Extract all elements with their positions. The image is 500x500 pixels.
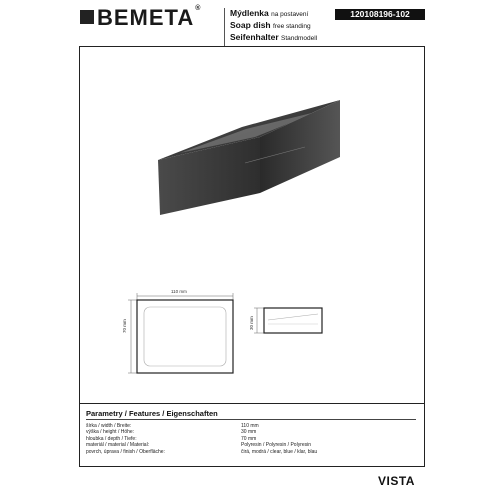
header-divider: [224, 8, 225, 46]
params-table: [86, 423, 317, 455]
param-row: šírka / width / Breite: 110 mm: [86, 423, 259, 429]
brand-logo: BEMETA®: [97, 5, 202, 30]
product-render: [150, 95, 350, 220]
title-cz: Mýdlenka na postavení: [230, 8, 309, 18]
param-row: výška / height / Höhe: 30 mm: [86, 429, 257, 436]
logo-square: [80, 10, 94, 24]
product-front-face: [158, 137, 260, 215]
product-code: 120108196-102: [335, 9, 425, 20]
title-de: Seifenhalter Standmodell: [230, 32, 318, 42]
height-dimension-label: 30 mm: [249, 316, 254, 330]
top-view-drawing: [125, 288, 245, 376]
param-row: materiál / material / Material: Polyresin / Polyresin / Polyresin: [86, 442, 312, 449]
title-en: Soap dish free standing: [230, 20, 311, 30]
series-name: VISTA: [378, 474, 415, 488]
depth-dimension-label: 70 mm: [122, 319, 127, 333]
params-underline: [86, 419, 416, 420]
params-title: Parametry / Features / Eigenschaften: [86, 409, 218, 418]
side-view-drawing: [252, 306, 327, 336]
params-divider: [79, 403, 425, 404]
width-dimension-label: 110 mm: [171, 289, 187, 294]
param-row: povrch, úprava / finish / Oberfläche: čirá, modrá / clear, blue / klar, blau: [86, 448, 318, 455]
param-row: hloubka / depth / Tiefe: 70 mm: [86, 435, 257, 442]
